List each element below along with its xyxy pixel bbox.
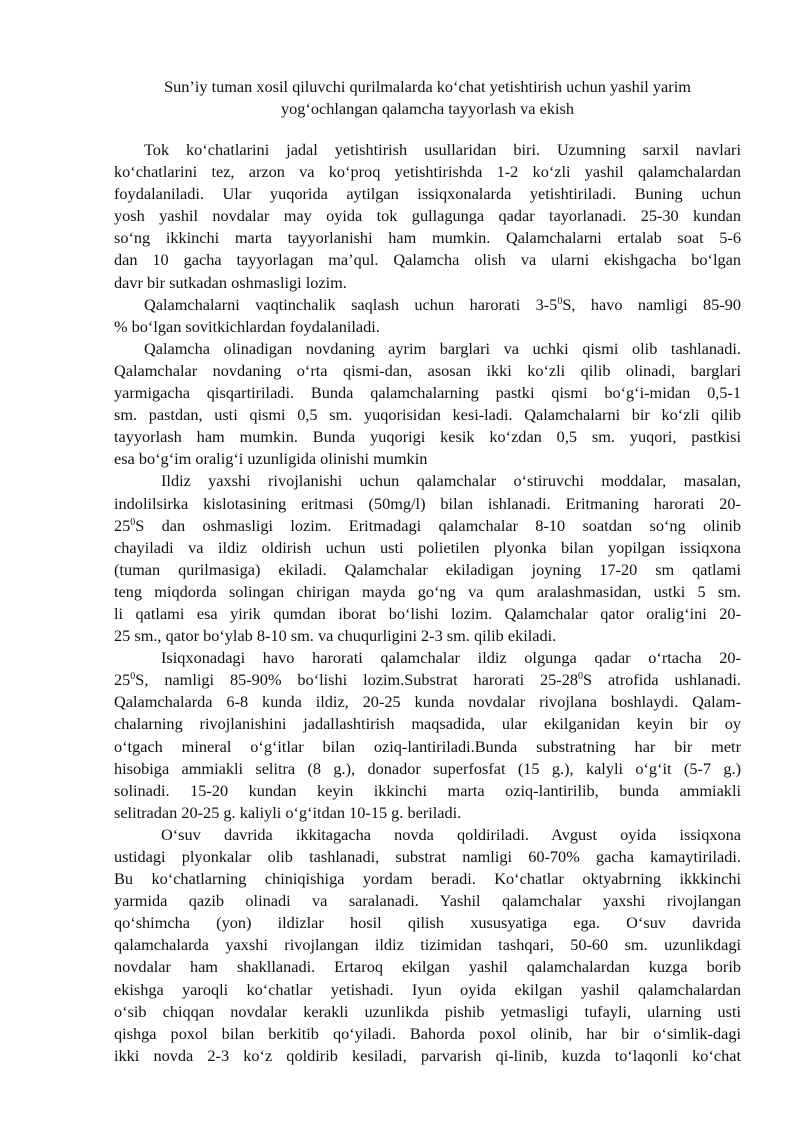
- paragraph-line: esa bo‘g‘im oralig‘i uzunligida olinishi mumkin: [114, 449, 428, 469]
- paragraph-line: Qalamcha olinadigan novdaning ayrim barglari va uchki qismi olib tashlanadi.: [144, 338, 741, 358]
- paragraph-line: yosh yashil novdalar may oyida tok gullagunga qadar tayorlanadi. 25-30 kundan: [114, 206, 741, 226]
- paragraph-line: ustidagi plyonkalar olib tashlanadi, substrat namligi 60-70% gacha kamaytiriladi.: [114, 847, 741, 866]
- paragraph-line: indolilsirka kislotasining eritmasi (50mg/l) bilan ishlanadi. Eritmaning harorati 20-: [114, 493, 741, 513]
- document-title: [114, 76, 741, 120]
- paragraph-line: Isiqxonadagi havo harorati qalamchalar ildiz olgunga qadar o‘rtacha 20-: [161, 648, 741, 668]
- paragraph-line: chayiladi va ildiz oldirish uchun usti polietilen plyonka bilan yopilgan issiqxona: [114, 537, 741, 557]
- body-paragraph: [114, 470, 741, 647]
- paragraph-line: $25^0S$ dan oshmasligi lozim. Eritmadagi qalamchalar 8-10 soatdan so‘ng olinib: [114, 515, 741, 535]
- paragraph-line: novdalar ham shakllanadi. Ertaroq ekilgan yashil qalamchalardan kuzga borib: [114, 957, 741, 977]
- paragraph-line: qalamchalarda yaxshi rivojlangan ildiz tizimidan tashqari, 50-60 sm. uzunlikdagi: [114, 935, 741, 955]
- paragraph-line: o‘tgach mineral o‘g‘itlar bilan oziq-lantiriladi.Bunda substratning har bir metr: [114, 736, 741, 756]
- paragraph-line: Qalamchalar novdaning o‘rta qismi-dan, asosan ikki ko‘zli qilib olinadi, barglari: [114, 360, 741, 380]
- paragraph-line: $25^0S$, namligi 85-90% bo‘lishi lozim.Substrat harorati $25-28^0S$ atrofida ushlanadi.: [114, 670, 741, 690]
- title-line: yog‘ochlangan qalamcha tayyorlash va ekish: [281, 99, 574, 118]
- body-paragraph: [114, 294, 741, 338]
- paragraph-line: yarmigacha qisqartiriladi. Bunda qalamchalarning pastki qismi bo‘g‘i-midan 0,5-1: [114, 383, 741, 403]
- body-paragraph: [114, 824, 741, 1067]
- body-paragraph: [114, 338, 741, 471]
- paragraph-line: O‘suv davrida ikkitagacha novda qoldiriladi. Avgust oyida issiqxona: [161, 824, 741, 844]
- body-paragraph: [114, 139, 741, 294]
- paragraph-line: so‘ng ikkinchi marta tayyorlanishi ham mumkin. Qalamchalarni ertalab soat 5-6: [114, 228, 741, 248]
- paragraph-line: (tuman qurilmasiga) ekiladi. Qalamchalar ekiladigan joyning 17-20 sm qatlami: [114, 559, 741, 579]
- paragraph-line: tayyorlash ham mumkin. Bunda yuqorigi kesik ko‘zdan 0,5 sm. yuqori, pastkisi: [114, 427, 741, 447]
- paragraph-line: li qatlami esa yirik qumdan iborat bo‘lishi lozim. Qalamchalar qator oralig‘ini 20-: [114, 603, 741, 623]
- document-page: [114, 76, 741, 1067]
- paragraph-line: qo‘shimcha (yon) ildizlar hosil qilish xususyatiga ega. O‘suv davrida: [114, 913, 741, 933]
- paragraph-line: foydalaniladi. Ular yuqorida aytilgan issiqxonalarda yetishtiriladi. Buning uchun: [114, 184, 741, 204]
- paragraph-line: solinadi. 15-20 kundan keyin ikkinchi marta oziq-lantirilib, bunda ammiakli: [114, 780, 741, 800]
- paragraph-line: Tok ko‘chatlarini jadal yetishtirish usullaridan biri. Uzumning sarxil navlari: [144, 140, 741, 159]
- paragraph-line: Qalamchalarda 6-8 kunda ildiz, 20-25 kunda novdalar rivojlana boshlaydi. Qalam-: [114, 692, 741, 712]
- paragraph-line: Ildiz yaxshi rivojlanishi uchun qalamchalar o‘stiruvchi moddalar, masalan,: [161, 471, 741, 491]
- paragraph-line: 25 sm., qator bo‘ylab 8-10 sm. va chuqurligini 2-3 sm. qilib ekiladi.: [114, 626, 557, 646]
- paragraph-line: yarmida qazib olinadi va saralanadi. Yashil qalamchalar yaxshi rivojlangan: [114, 891, 741, 911]
- paragraph-line: davr bir sutkadan oshmasligi lozim.: [114, 272, 347, 292]
- paragraph-line: Qalamchalarni vaqtinchalik saqlash uchun harorati $3-5^0S$, havo namligi 85-90: [144, 294, 741, 314]
- paragraph-line: Bu ko‘chatlarning chiniqishiga yordam beradi. Ko‘chatlar oktyabrning ikkkinchi: [114, 869, 741, 889]
- paragraph-line: chalarning rivojlanishini jadallashtirish maqsadida, ular ekilganidan keyin bir oy: [114, 714, 741, 734]
- paragraph-line: sm. pastdan, usti qismi 0,5 sm. yuqorisidan kesi-ladi. Qalamchalarni bir ko‘zli qilib: [114, 405, 741, 425]
- paragraph-line: dan 10 gacha tayyorlagan ma’qul. Qalamcha olish va ularni ekishgacha bo‘lgan: [114, 250, 741, 270]
- paragraph-line: hisobiga ammiakli selitra (8 g.), donador superfosfat (15 g.), kalyli o‘g‘it (5-7 g.): [114, 758, 741, 778]
- body-paragraph: [114, 647, 741, 824]
- paragraph-line: ekishga yaroqli ko‘chatlar yetishadi. Iyun oyida ekilgan yashil qalamchalardan: [114, 979, 741, 999]
- paragraph-line: qishga poxol bilan berkitib qo‘yiladi. Bahorda poxol olinib, har bir o‘simlik-dagi: [114, 1023, 741, 1043]
- paragraph-line: ko‘chatlarini tez, arzon va ko‘proq yetishtirishda 1-2 ko‘zli yashil qalamchalardan: [114, 162, 741, 182]
- paragraph-line: teng miqdorda solingan chirigan mayda go‘ng va qum aralashmasidan, ustki 5 sm.: [114, 581, 741, 601]
- title-line: Sun’iy tuman xosil qiluvchi qurilmalarda ko‘chat yetishtirish uchun yashil yarim: [164, 77, 691, 96]
- paragraph-line: selitradan 20-25 g. kaliyli o‘g‘itdan 10-15 g. beriladi.: [114, 802, 462, 822]
- paragraph-line: ikki novda 2-3 ko‘z qoldirib kesiladi, parvarish qi-linib, kuzda to‘laqonli ko‘chat: [114, 1045, 741, 1065]
- paragraph-line: o‘sib chiqqan novdalar kerakli uzunlikda pishib yetmasligi tufayli, ularning usti: [114, 1001, 741, 1021]
- paragraph-line: % bo‘lgan sovitkichlardan foydalaniladi.: [114, 316, 380, 336]
- document-body: [114, 139, 741, 1067]
